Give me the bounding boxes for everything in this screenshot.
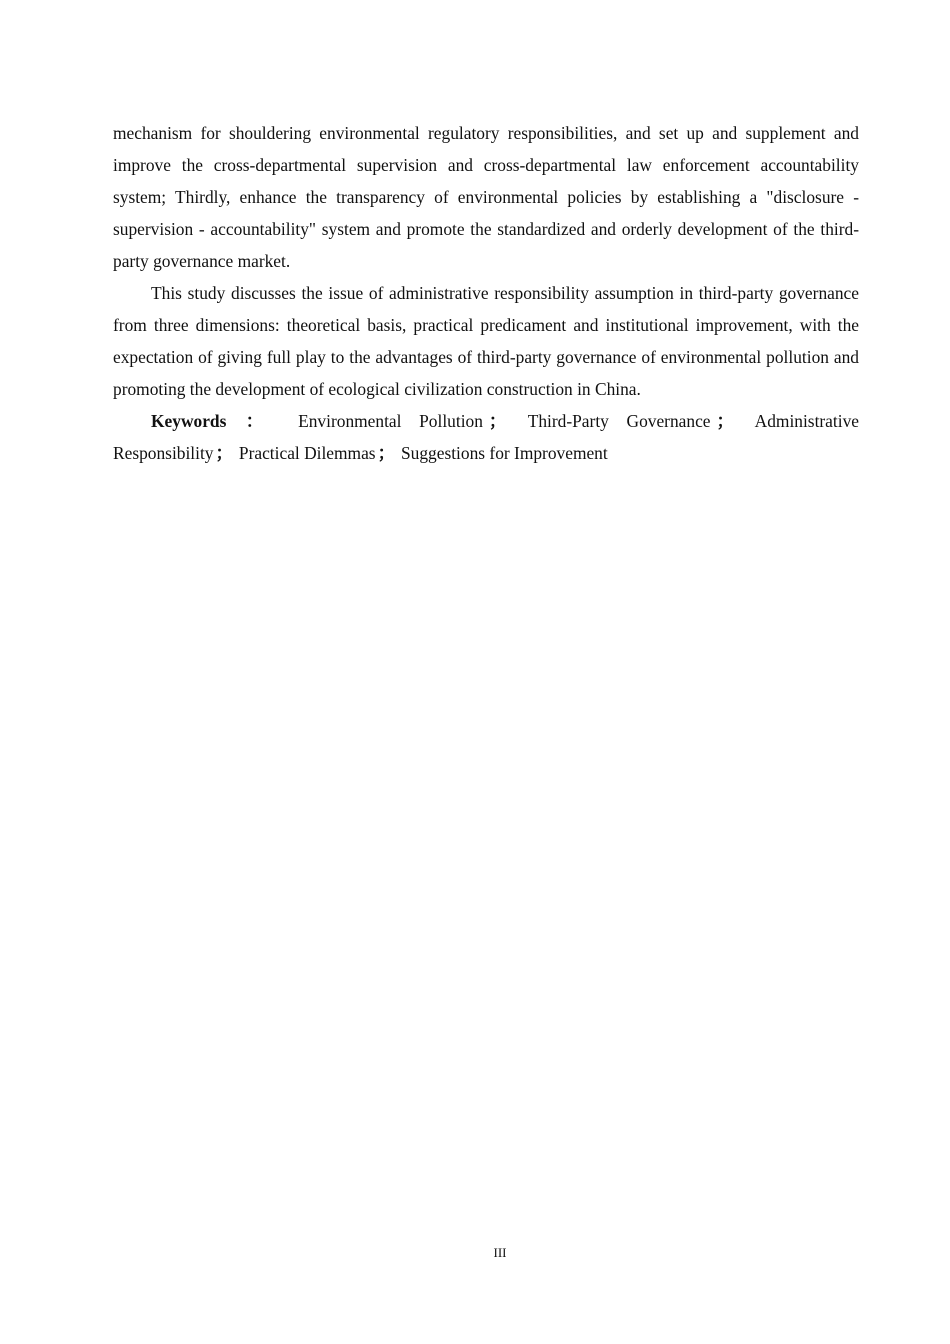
keyword-item: Suggestions for Improvement: [400, 443, 608, 463]
keyword-separator: ；: [488, 411, 507, 431]
abstract-body: [113, 117, 859, 469]
keyword-item: Practical Dilemmas: [238, 443, 376, 463]
keywords-line: [113, 405, 859, 469]
keywords-label-separator: ：: [232, 411, 277, 431]
keyword-separator: ；: [377, 443, 395, 463]
abstract-paragraph-study: This study discusses the issue of administrative responsibility assumption in third-party governance from three dimensions: theoretical basis, practical predicament and institutional improvement, with the expectation of giving full play to the advantages of third-party governance of environmental pollution and promoting the development of ecological civilization construction in China.: [113, 283, 859, 399]
abstract-paragraph-continued: mechanism for shouldering environmental regulatory responsibilities, and set up and supplement and improve the cross-departmental supervision and cross-departmental law enforcement accountability system; Thirdly, enhance the transparency of environmental policies by establishing a "disclosure - supervision - accountability" system and promote the standardized and orderly development of the third-party governance market.: [113, 123, 859, 271]
keyword-separator: ；: [716, 411, 734, 431]
keyword-item: Environmental Pollution: [298, 411, 483, 431]
keyword-item: Administrative Responsibility: [113, 411, 859, 463]
keyword-item: Third-Party Governance: [527, 411, 711, 431]
keywords-label: Keywords: [151, 411, 227, 431]
page-number: III: [493, 1245, 507, 1260]
keyword-separator: ；: [215, 443, 233, 463]
